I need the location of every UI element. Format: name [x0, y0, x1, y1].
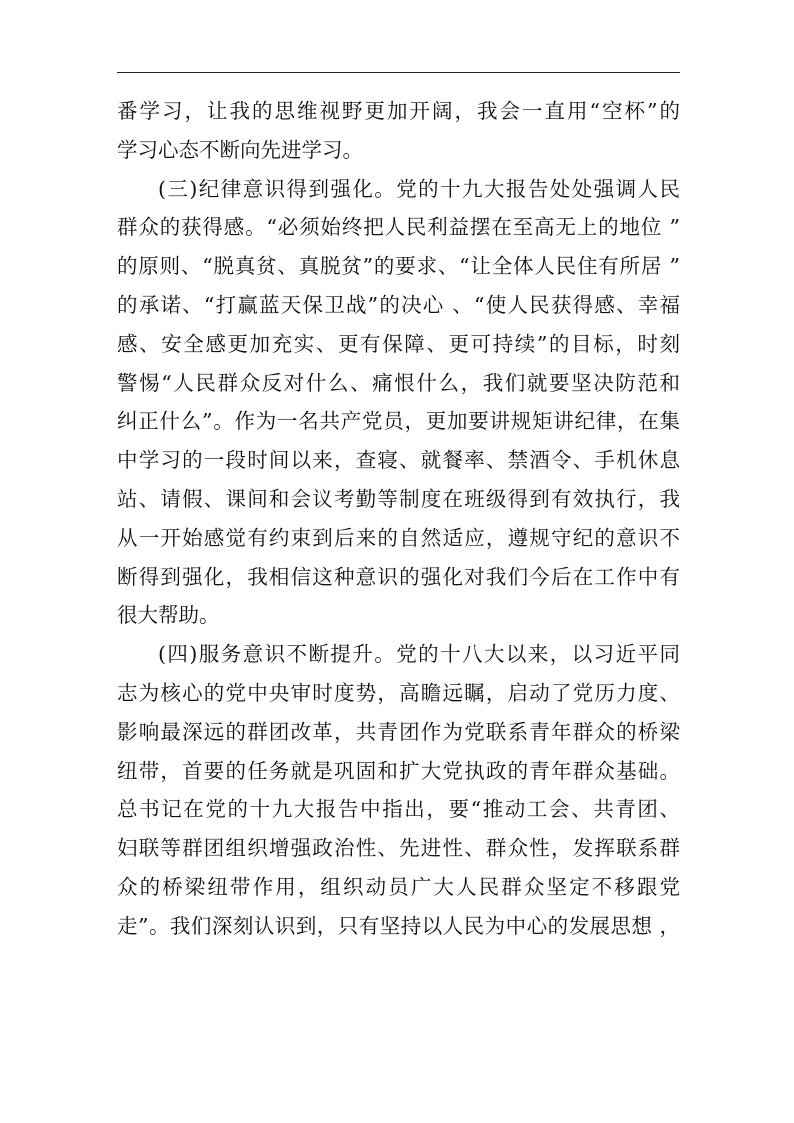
- text-line: 妇联等群团组织增强政治性、先进性、群众性，发挥联系群: [117, 836, 680, 861]
- text-line: 影响最深远的群团改革，共青团作为党联系青年群众的桥梁: [117, 719, 680, 744]
- document-body: [117, 92, 680, 946]
- text-line: 纠正什么”。作为一名共产党员，更加要讲规矩讲纪律，在集: [117, 409, 680, 434]
- text-line: 的原则、“脱真贫、真脱贫”的要求、“让全体人民住有所居 ”: [117, 254, 680, 279]
- paragraph-2: [117, 170, 680, 636]
- text-line: 总书记在党的十九大报告中指出，要“推动工会、共青团、: [117, 797, 680, 822]
- header-rule: [117, 72, 680, 73]
- text-line: 群众的获得感。“必须始终把人民利益摆在至高无上的地位 ”: [117, 215, 680, 240]
- text-line: 断得到强化，我相信这种意识的强化对我们今后在工作中有: [117, 564, 680, 589]
- text-line: 站、请假、课间和会议考勤等制度在班级得到有效执行，我: [117, 486, 680, 511]
- text-line: 感、安全感更加充实、更有保障、更可持续”的目标，时刻: [117, 331, 680, 356]
- paragraph-3: [117, 635, 680, 945]
- text-line: 志为核心的党中央审时度势，高瞻远瞩，启动了党历力度、: [117, 680, 680, 705]
- text-line: 纽带，首要的任务就是巩固和扩大党执政的青年群众基础。: [117, 758, 680, 783]
- text-line: 很大帮助。: [117, 603, 220, 628]
- paragraph-1: [117, 92, 680, 170]
- text-line: 从一开始感觉有约束到后来的自然适应，遵规守纪的意识不: [117, 525, 680, 550]
- text-line: (三)纪律意识得到强化。党的十九大报告处处强调人民: [158, 176, 680, 201]
- text-line: 警惕“人民群众反对什么、痛恨什么，我们就要坚决防范和: [117, 370, 680, 395]
- text-line: 的承诺、“打赢蓝天保卫战”的决心 、“使人民获得感、幸福: [117, 292, 680, 317]
- text-line: 走”。我们深刻认识到，只有坚持以人民为中心的发展思想 ，: [117, 913, 680, 938]
- text-line: (四)服务意识不断提升。党的十八大以来，以习近平同: [158, 642, 680, 667]
- text-line: 中学习的一段时间以来，查寝、就餐率、禁酒令、手机休息: [117, 448, 680, 473]
- text-line: 学习心态不断向先进学习。: [117, 137, 363, 162]
- text-line: 众的桥梁纽带作用，组织动员广大人民群众坚定不移跟党: [117, 874, 680, 899]
- text-line: 番学习，让我的思维视野更加开阔，我会一直用“空杯”的: [117, 99, 680, 123]
